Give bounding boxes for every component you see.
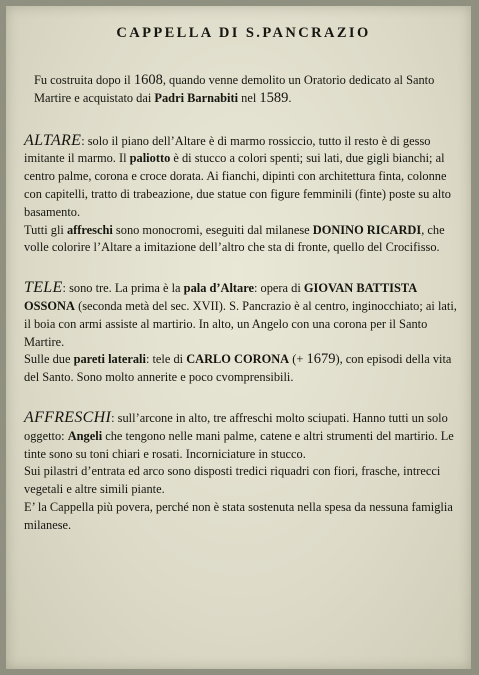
tele-section: TELE: sono tre. La prima è la pala d’Altare: opera di GIOVAN BATTISTA OSSONA (seconda metà del sec. XVII). S. Pancrazio è al centro, inginocchiato; ai lati, il boia con armi assiste al martirio. In alto, un Angelo con una corona per il Santo Martire. Sulle due pareti laterali: tele di CARLO CORONA (+ 1679), con episodi della vita del Santo. Sono molto annerite e poco cvomprensibili. (24, 279, 457, 385)
page-title: CAPPELLA DI S.PANCRAZIO (116, 25, 371, 41)
artist-ossona: GIOVAN BATTISTA OSSONA (24, 281, 417, 313)
information-plaque (6, 6, 471, 669)
artist-ricardi: DONINO RICARDI (312, 222, 422, 237)
year-1589: 1589 (259, 89, 289, 106)
pareti-term: pareti laterali (73, 352, 146, 367)
angeli-term: Angeli (67, 428, 103, 443)
paliotto-term: paliotto (129, 151, 171, 166)
altare-section: ALTARE: solo il piano dell’Altare è di marmo rossiccio, tutto il resto è di gesso imitante il marmo. Il paliotto è di stucco a colori spenti; sui lati, due gigli bianchi; al centro palme, corona e croce dorata. Ai fianchi, dipinti con architettura finta, colonne con capitelli, tratto di trabeazione, due statue con figure femminili (finte) poste su alto basamento. Tutti gli affreschi sono monocromi, eseguiti dal milanese DONINO RICARDI, che volle colorire l’Altare a imitazione dell’altro che sta di fronte, quello del Crocifisso. (24, 131, 451, 255)
affreschi-section: AFFRESCHI: sull’arcone in alto, tre affreschi molto sciupati. Hanno tutti un solo oggetto: Angeli che tengono nelle mani palme, catene e altri strumenti del martirio. Le tinte sono su toni chiari e rosati. Incorniciature in stucco. Sui pilastri d’entrata ed arco sono disposti tredici riquadri con fiori, frasche, intrecci vegetali e altre simili piante. E’ la Cappella più povera, perché non è stata sostenuta nella spesa da nessuna famiglia milanese. (22, 409, 457, 535)
pilastri-text: Sui pilastri d’entrata ed arco sono disposti tredici riquadri con fiori, frasche, intrecci vegetali e altre simili piante. (24, 464, 441, 497)
affreschi-term: affreschi (66, 222, 113, 237)
year-1608: 1608 (133, 72, 163, 88)
pala-term: pala d’Altare (183, 281, 254, 296)
tele-heading: TELE (24, 279, 63, 297)
affreschi-heading: AFFRESCHI (24, 408, 112, 426)
altare-heading: ALTARE (24, 131, 82, 149)
artist-corona: CARLO CORONA (186, 352, 290, 367)
closing-text: E’ la Cappella più povera, perché non è stata sostenuta nella spesa da nessuna famiglia milanese. (24, 499, 453, 532)
year-1679: 1679 (306, 351, 336, 368)
order-name: Padri Barnabiti (154, 90, 239, 105)
intro-paragraph: Fu costruita dopo il 1608, quando venne demolito un Oratorio dedicato al Santo Martire e acquistato dai Padri Barnabiti nel 1589. (34, 72, 435, 106)
